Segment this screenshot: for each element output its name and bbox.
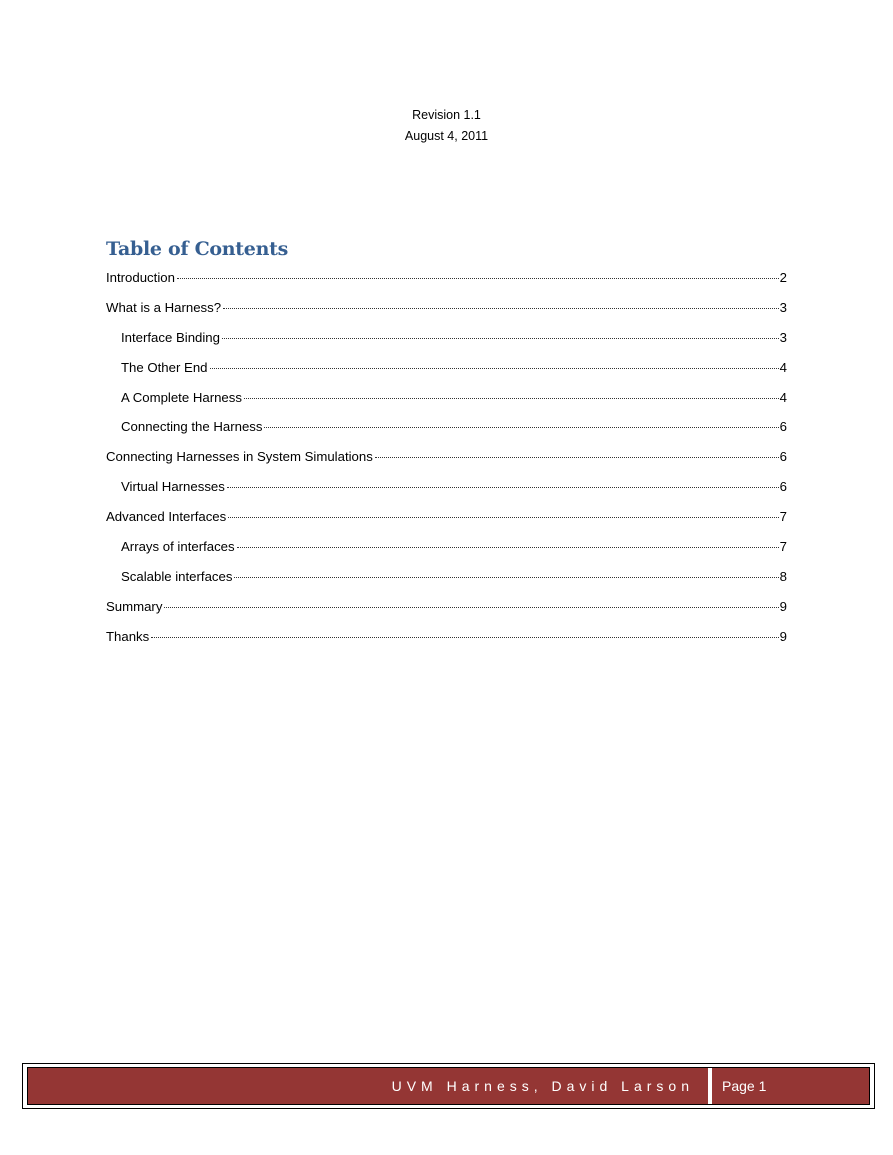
toc-entry-page: 4: [779, 389, 787, 405]
toc-entry[interactable]: [106, 417, 787, 447]
toc-entry[interactable]: [106, 358, 787, 388]
toc-entry[interactable]: [106, 507, 787, 537]
toc-leader-dots: [244, 385, 779, 399]
toc-entry-page: 4: [779, 359, 787, 375]
toc-entry[interactable]: [106, 388, 787, 418]
toc-entry-page: 8: [779, 568, 787, 584]
toc-entry-text: Advanced Interfaces: [106, 509, 227, 525]
toc-entry-page: 6: [779, 419, 787, 435]
page-footer: [22, 1063, 875, 1109]
toc-leader-dots: [375, 444, 779, 458]
toc-entry-text: What is a Harness?: [106, 299, 222, 315]
toc-entry-page: 9: [779, 628, 787, 644]
toc-entry[interactable]: [106, 328, 787, 358]
toc-entry-page: 3: [779, 299, 787, 315]
toc-entry-page: 6: [779, 479, 787, 495]
toc-leader-dots: [151, 624, 778, 638]
toc-entry-page: 6: [779, 449, 787, 465]
toc-entry-page: 9: [779, 598, 787, 614]
toc-entry-page: 7: [779, 509, 787, 525]
toc-entry-text: Scalable interfaces: [121, 568, 233, 584]
table-of-contents: [106, 268, 787, 657]
toc-entry-text: Introduction: [106, 270, 175, 285]
revision-date: August 4, 2011: [404, 129, 489, 143]
toc-entry[interactable]: [106, 627, 787, 657]
footer-page-number: Page 1: [712, 1068, 869, 1104]
toc-entry-text: Interface Binding: [121, 329, 220, 345]
toc-leader-dots: [264, 414, 778, 428]
toc-entry-text: Arrays of interfaces: [121, 539, 235, 555]
toc-title: Table of Contents: [106, 238, 288, 260]
toc-leader-dots: [227, 474, 779, 488]
toc-entry[interactable]: [106, 567, 787, 597]
toc-entry[interactable]: [106, 268, 787, 298]
toc-entry-page: 3: [779, 329, 787, 345]
toc-entry[interactable]: [106, 537, 787, 567]
footer-frame: [27, 1067, 870, 1105]
toc-leader-dots: [164, 594, 778, 608]
toc-entry[interactable]: [106, 477, 787, 507]
toc-entry[interactable]: [106, 447, 787, 477]
toc-leader-dots: [234, 564, 778, 578]
toc-leader-dots: [237, 534, 779, 548]
toc-entry-text: Summary: [106, 598, 163, 614]
toc-leader-dots: [222, 325, 779, 339]
revision-number: Revision 1.1: [412, 108, 481, 122]
revision-block: [0, 105, 893, 147]
toc-leader-dots: [177, 265, 779, 279]
toc-entry-page: 2: [779, 270, 787, 285]
toc-leader-dots: [223, 295, 779, 309]
toc-entry-text: Connecting Harnesses in System Simulations: [106, 449, 373, 465]
footer-title: UVM Harness, David Larson: [28, 1068, 708, 1104]
toc-entry[interactable]: [106, 298, 787, 328]
toc-entry-page: 7: [779, 539, 787, 555]
toc-leader-dots: [228, 504, 778, 518]
toc-entry-text: A Complete Harness: [121, 389, 242, 405]
toc-leader-dots: [210, 355, 779, 369]
toc-entry-text: Connecting the Harness: [121, 419, 263, 435]
toc-entry-text: The Other End: [121, 359, 208, 375]
toc-entry[interactable]: [106, 597, 787, 627]
toc-entry-text: Thanks: [106, 628, 150, 644]
toc-entry-text: Virtual Harnesses: [121, 479, 225, 495]
